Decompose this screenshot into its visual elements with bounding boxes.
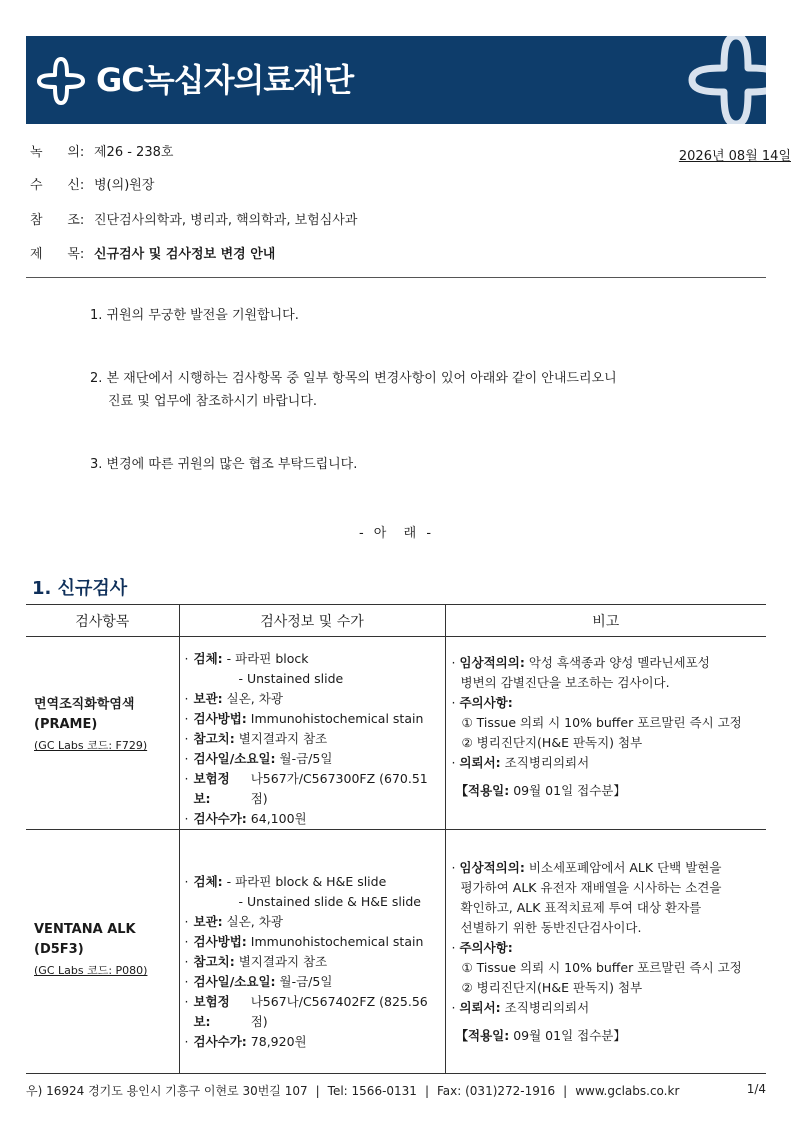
test-code: (GC Labs 코드: P080) — [34, 964, 148, 977]
test-code: (GC Labs 코드: F729) — [34, 739, 148, 752]
header-banner — [26, 36, 766, 124]
new-tests-table — [26, 604, 766, 1074]
footer-fax: Fax: (031)272-1916 — [437, 1084, 556, 1098]
gc-cross-decoration-icon — [688, 36, 766, 124]
caution-line: · 주의사항: — [451, 940, 513, 955]
specimen-line-2: - Unstained slide — [238, 671, 344, 686]
subject-row — [30, 242, 275, 262]
specimen-line: · 검체: - 파라핀 block — [184, 651, 309, 666]
specimen-line-2: - Unstained slide & H&E slide — [238, 894, 422, 909]
clinical-significance-line-2: 병변의 감별진단을 보조하는 검사이다. — [460, 675, 670, 690]
clinical-significance-line: · 임상적의의: 악성 흑색종과 양성 멜라닌세포성 — [451, 655, 710, 670]
apply-date-line: 【적용일: 09월 01일 접수분】 — [455, 1028, 626, 1043]
method-line: · 검사방법: Immunohistochemical stain — [184, 711, 424, 726]
test-item-cell — [26, 830, 179, 1074]
storage-line: · 보관: 실온, 차광 — [184, 691, 283, 706]
footer — [26, 1082, 766, 1099]
test-info-cell — [179, 830, 445, 1074]
reference-label: 참 조: — [30, 212, 85, 228]
test-name-line1: 면역조직화학염색 — [34, 697, 135, 712]
section-title: 1. 신규검사 — [32, 578, 128, 599]
doc-number-row — [30, 140, 173, 160]
test-name-line2: (D5F3) — [34, 942, 84, 957]
storage-line: · 보관: 실온, 차광 — [184, 914, 283, 929]
test-days-line: · 검사일/소요일: 월-금/5일 — [184, 751, 333, 766]
test-name-line2: (PRAME) — [34, 717, 98, 732]
insurance-line: · 보험정보: 나567나/C567402FZ (825.56점) — [184, 994, 428, 1029]
recipient-label: 수 신: — [30, 177, 85, 193]
brand-name: GC녹십자의료재단 — [96, 61, 354, 99]
specimen-line: · 검체: - 파라핀 block & H&E slide — [184, 874, 387, 889]
footer-website[interactable]: www.gclabs.co.kr — [575, 1084, 680, 1098]
page-number: 1/4 — [746, 1082, 766, 1096]
reference-value-line: · 참고치: 별지결과지 참조 — [184, 954, 328, 969]
test-info-cell — [179, 637, 445, 830]
caution-item-2: ② 병리진단지(H&E 판독지) 첨부 — [461, 735, 643, 750]
fee-line: · 검사수가: 64,100원 — [184, 811, 307, 826]
footer-address: 우) 16924 경기도 용인시 기흥구 이현로 30번길 107 — [26, 1084, 308, 1098]
caution-item-1: ① Tissue 의뢰 시 10% buffer 포르말린 즉시 고정 — [461, 715, 742, 730]
document-date: 2026년 08월 14일 — [678, 149, 791, 164]
apply-date-line: 【적용일: 09월 01일 접수분】 — [455, 783, 626, 798]
doc-number-value: 제26 - 238호 — [94, 144, 174, 160]
method-line: · 검사방법: Immunohistochemical stain — [184, 934, 424, 949]
divider — [26, 277, 766, 278]
paragraph-2b: 진료 및 업무에 참조하시기 바랍니다. — [108, 394, 318, 409]
gc-cross-logo-icon — [36, 56, 86, 106]
subject-value: 신규검사 및 검사정보 변경 안내 — [94, 246, 276, 262]
doc-number-label: 녹 의: — [30, 144, 85, 160]
request-form-line: · 의뢰서: 조직병리의뢰서 — [451, 755, 590, 770]
footer-contact: 우) 16924 경기도 용인시 기흥구 이현로 30번길 107 | Tel: 1566-0131 | Fax: (031)272-1916 | www.gclabs.co.kr — [26, 1084, 680, 1098]
test-item-cell — [26, 637, 179, 830]
request-form-line: · 의뢰서: 조직병리의뢰서 — [451, 1000, 590, 1015]
paragraph-2a: 2. 본 재단에서 시행하는 검사항목 중 일부 항목의 변경사항이 있어 아래와 같이 안내드리오니 — [90, 371, 617, 386]
header-test-info: 검사정보 및 수가 — [179, 605, 445, 637]
header-remarks: 비고 — [445, 605, 766, 637]
clinical-significance-line-2: 평가하여 ALK 유전자 재배열을 시사하는 소견을 — [460, 880, 722, 895]
clinical-significance-line-3: 확인하고, ALK 표적치료제 투여 대상 환자를 — [460, 900, 702, 915]
paragraph-3: 3. 변경에 따른 귀원의 많은 협조 부탁드립니다. — [90, 457, 358, 472]
recipient-value: 병(의)원장 — [94, 177, 155, 193]
below-heading: - 아 래 - — [358, 526, 435, 541]
subject-label: 제 목: — [30, 246, 85, 262]
header-test-item: 검사항목 — [26, 605, 179, 637]
clinical-significance-line: · 임상적의의: 비소세포폐암에서 ALK 단백 발현을 — [451, 860, 722, 875]
caution-item-2: ② 병리진단지(H&E 판독지) 첨부 — [461, 980, 643, 995]
table-header-row — [26, 605, 766, 637]
insurance-line: · 보험정보: 나567가/C567300FZ (670.51점) — [184, 771, 428, 806]
caution-item-1: ① Tissue 의뢰 시 10% buffer 포르말린 즉시 고정 — [461, 960, 742, 975]
paragraph-1: 1. 귀원의 무궁한 발전을 기원합니다. — [90, 308, 299, 323]
table-row — [26, 637, 766, 830]
test-days-line: · 검사일/소요일: 월-금/5일 — [184, 974, 333, 989]
clinical-significance-line-4: 선별하기 위한 동반진단검사이다. — [460, 920, 642, 935]
recipient-row — [30, 173, 154, 193]
reference-value-line: · 참고치: 별지결과지 참조 — [184, 731, 328, 746]
test-name-line1: VENTANA ALK — [34, 922, 136, 937]
reference-value: 진단검사의학과, 병리과, 핵의학과, 보험심사과 — [94, 212, 358, 228]
footer-tel: Tel: 1566-0131 — [327, 1084, 417, 1098]
remarks-cell — [445, 830, 766, 1074]
caution-line: · 주의사항: — [451, 695, 513, 710]
reference-row — [30, 208, 357, 228]
remarks-cell — [445, 637, 766, 830]
fee-line: · 검사수가: 78,920원 — [184, 1034, 307, 1049]
table-row — [26, 830, 766, 1074]
